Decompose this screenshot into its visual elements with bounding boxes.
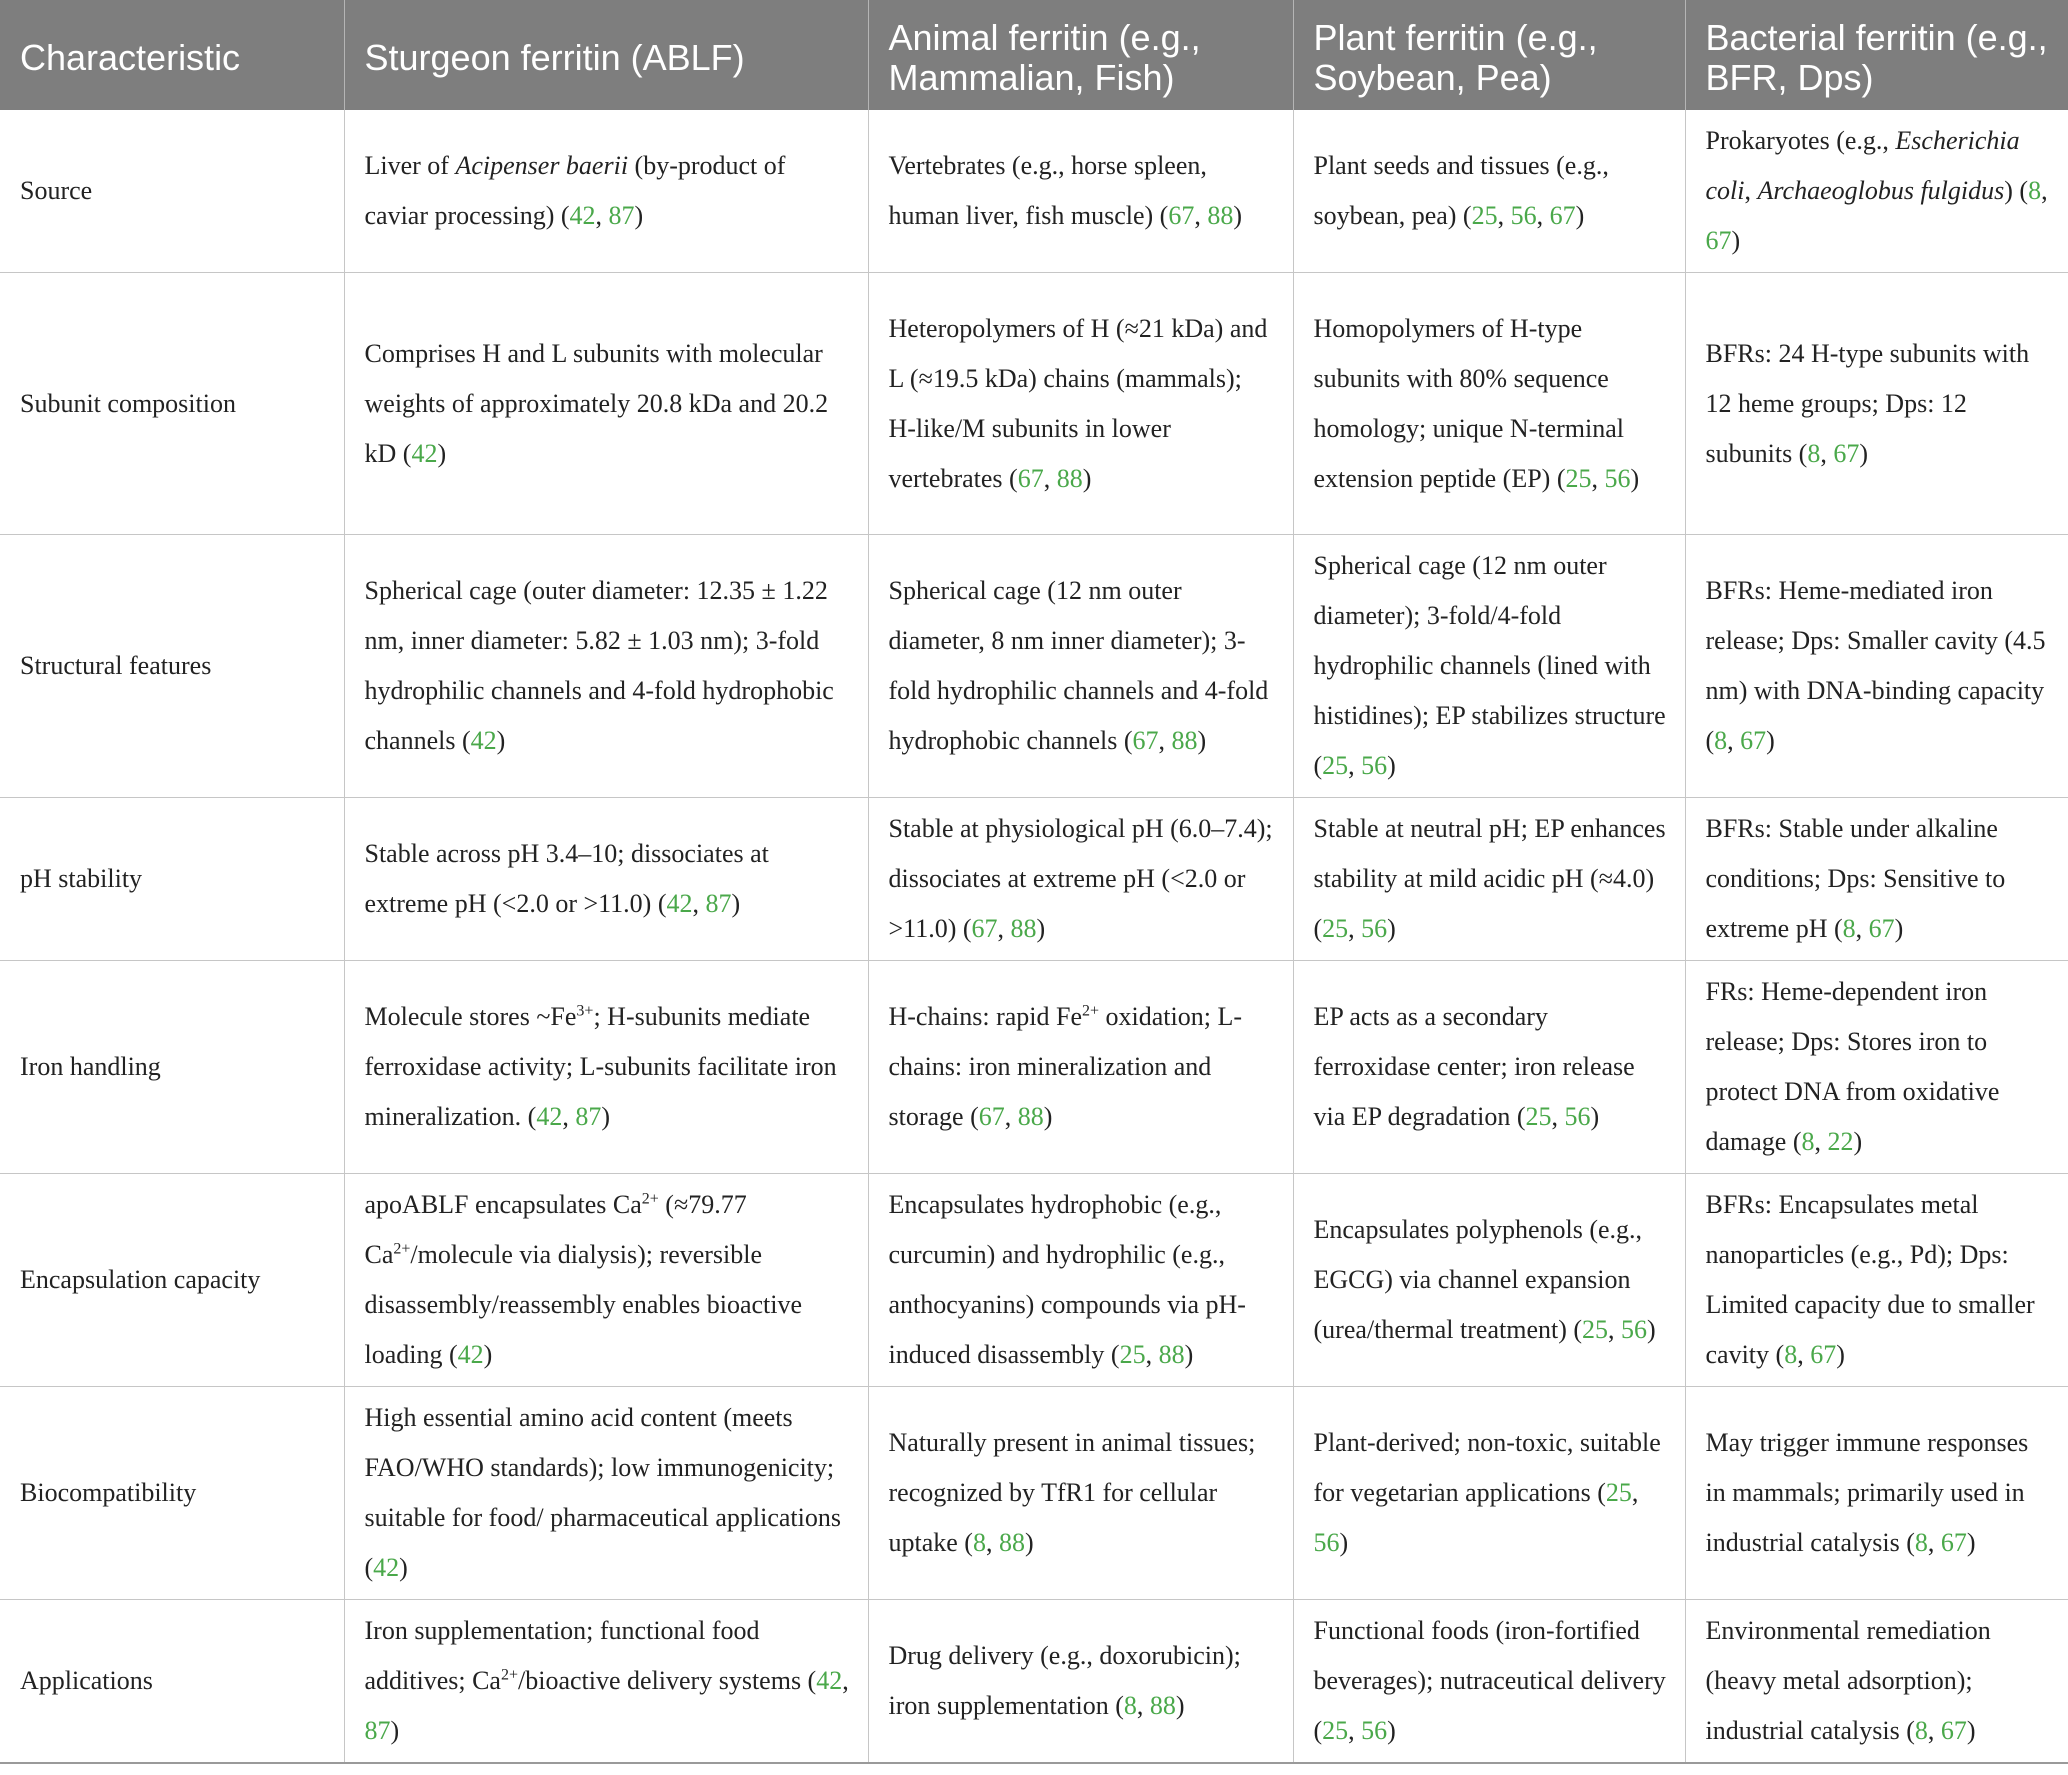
cell-text: , xyxy=(1814,1127,1828,1156)
cell-text: ) xyxy=(1339,1528,1349,1557)
cell-text: , xyxy=(1631,1478,1639,1507)
reference-link[interactable]: 25 xyxy=(1322,914,1349,943)
cell-text: , xyxy=(1551,1102,1565,1131)
cell-text: ) xyxy=(1575,201,1585,230)
table-cell xyxy=(344,1387,868,1600)
cell-text: ) xyxy=(634,201,644,230)
table-cell xyxy=(868,1174,1293,1387)
cell-text: oxidation; L-chains: iron mineralization and storage ( xyxy=(888,1002,1243,1131)
reference-link[interactable]: 25 xyxy=(1471,201,1498,230)
cell-text: ) xyxy=(496,726,506,755)
reference-link[interactable]: 56 xyxy=(1621,1315,1648,1344)
reference-link[interactable]: 67 xyxy=(1549,201,1576,230)
table-cell xyxy=(1685,1174,2068,1387)
row-label: Structural features xyxy=(0,535,344,798)
species-name: Escherichia coli xyxy=(1705,126,2020,205)
reference-link[interactable]: 42 xyxy=(457,1340,484,1369)
cell-text: ) xyxy=(390,1716,400,1745)
reference-link[interactable]: 88 xyxy=(1158,1340,1185,1369)
cell-text: Molecule stores ~Fe xyxy=(364,1002,577,1031)
table-cell xyxy=(344,798,868,961)
cell-text: ) xyxy=(437,438,447,468)
table-cell xyxy=(344,273,868,535)
table-cell xyxy=(1685,961,2068,1174)
cell-text: ) xyxy=(1836,1340,1845,1369)
table-cell xyxy=(1293,1600,1685,1764)
cell-text: ) ( xyxy=(2004,176,2029,205)
reference-link[interactable]: 25 xyxy=(1322,751,1349,780)
cell-text: ; H-subunits mediate ferroxidase activity; L-subunits facilitate iron mineralization. ( xyxy=(364,1002,837,1131)
reference-link[interactable]: 42 xyxy=(470,726,497,755)
row-label: Applications xyxy=(0,1600,344,1764)
cell-text: Stable across pH 3.4–10; dissociates at extreme pH (<2.0 or >11.0) ( xyxy=(364,839,769,918)
table-cell xyxy=(344,535,868,798)
reference-link[interactable]: 42 xyxy=(666,889,693,918)
reference-link[interactable]: 67 xyxy=(971,914,998,943)
cell-text: BFRs: Heme-mediated iron release; Dps: Smaller cavity (4.5 nm) with DNA-binding capacity ( xyxy=(1705,576,2046,755)
reference-link[interactable]: 25 xyxy=(1582,1315,1609,1344)
table-cell xyxy=(1685,798,2068,961)
reference-link[interactable]: 56 xyxy=(1313,1528,1340,1557)
species-name: Acipenser baerii xyxy=(455,151,629,180)
table-cell xyxy=(344,110,868,273)
cell-text: ) xyxy=(1853,1127,1863,1156)
reference-link[interactable]: 67 xyxy=(1940,1716,1967,1745)
cell-text: , xyxy=(1744,176,1758,205)
cell-text: Spherical cage (outer diameter: 12.35 ± 1.22 nm, inner diameter: 5.82 ± 1.03 nm); 3-fold hydrophilic channels and 4-fold hydrophobic channels ( xyxy=(364,576,834,755)
cell-text: Encapsulates polyphenols (e.g., EGCG) via channel expansion (urea/thermal treatment) ( xyxy=(1313,1215,1643,1344)
cell-text: ) xyxy=(399,1553,408,1582)
header-characteristic: Characteristic xyxy=(0,0,344,110)
cell-text: ) xyxy=(1184,1340,1194,1369)
cell-text: Naturally present in animal tissues; recognized by TfR1 for cellular uptake ( xyxy=(888,1428,1256,1557)
cell-text: , xyxy=(842,1666,849,1695)
reference-link[interactable]: 87 xyxy=(705,889,732,918)
cell-text: BFRs: 24 H-type subunits with 12 heme groups; Dps: 12 subunits ( xyxy=(1705,338,2030,468)
cell-text: Spherical cage (12 nm outer diameter, 8 nm inner diameter); 3-fold hydrophilic channels and 4-fold hydrophobic channels ( xyxy=(888,576,1269,755)
cell-text: Encapsulates hydrophobic (e.g., curcumin) and hydrophilic (e.g., anthocyanins) compounds via pH-induced disassembly ( xyxy=(888,1190,1246,1369)
table-cell xyxy=(1293,273,1685,535)
table-cell xyxy=(1685,110,2068,273)
cell-text: , xyxy=(692,889,706,918)
cell-text: , xyxy=(1497,201,1511,230)
table-cell xyxy=(868,961,1293,1174)
row-label: Biocompatibility xyxy=(0,1387,344,1600)
cell-text: Plant-derived; non-toxic, suitable for vegetarian applications ( xyxy=(1313,1428,1661,1507)
table-row xyxy=(0,798,2068,961)
table-row xyxy=(0,535,2068,798)
table-cell xyxy=(1293,535,1685,798)
table-cell xyxy=(868,798,1293,961)
reference-link[interactable]: 8 xyxy=(2028,176,2042,205)
cell-text: High essential amino acid content (meets FAO/WHO standards); low immunogenicity; suitable for food/ pharmaceutical applications ( xyxy=(364,1403,841,1582)
cell-text: Liver of xyxy=(364,151,456,180)
table-cell xyxy=(1293,961,1685,1174)
reference-link[interactable]: 56 xyxy=(1361,914,1388,943)
table-cell xyxy=(868,110,1293,273)
reference-link[interactable]: 8 xyxy=(1914,1528,1928,1557)
species-name: Archaeoglobus fulgidus xyxy=(1757,176,2005,205)
cell-text: , xyxy=(1348,914,1362,943)
cell-text: , xyxy=(997,914,1011,943)
table-cell xyxy=(1293,1174,1685,1387)
reference-link[interactable]: 67 xyxy=(1940,1528,1967,1557)
superscript: 2+ xyxy=(500,1666,519,1684)
reference-link[interactable]: 8 xyxy=(1714,726,1728,755)
reference-link[interactable]: 56 xyxy=(1510,201,1537,230)
reference-link[interactable]: 8 xyxy=(1914,1716,1928,1745)
reference-link[interactable]: 88 xyxy=(1171,726,1198,755)
cell-text: Homopolymers of H-type subunits with 80% sequence homology; unique N-terminal extension peptide (EP) ( xyxy=(1313,313,1625,493)
reference-link[interactable]: 67 xyxy=(1705,226,1732,255)
cell-text: , xyxy=(1348,1716,1362,1745)
cell-text: , xyxy=(1043,463,1057,493)
table-row xyxy=(0,1174,2068,1387)
cell-text: ) xyxy=(1630,463,1640,493)
table-cell xyxy=(1685,535,2068,798)
cell-text: Iron supplementation; functional food additives; Ca xyxy=(364,1616,760,1695)
cell-text: ) xyxy=(1647,1315,1656,1344)
reference-link[interactable]: 56 xyxy=(1564,1102,1591,1131)
table-cell xyxy=(1293,798,1685,961)
table-cell xyxy=(1685,1600,2068,1764)
header-sturgeon-ferritin: Sturgeon ferritin (ABLF) xyxy=(344,0,868,110)
cell-text: , xyxy=(1136,1691,1150,1720)
cell-text: ) xyxy=(1966,1528,1976,1557)
cell-text: , xyxy=(1194,201,1208,230)
table-header-row xyxy=(0,0,2068,110)
cell-text: Comprises H and L subunits with molecular weights of approximately 20.8 kDa and 20.2 kD ( xyxy=(364,338,829,468)
row-label: Iron handling xyxy=(0,961,344,1174)
table-cell xyxy=(868,273,1293,535)
reference-link[interactable]: 8 xyxy=(1784,1340,1798,1369)
table-cell xyxy=(868,1600,1293,1764)
cell-text: Stable at neutral pH; EP enhances stability at mild acidic pH (≈4.0) ( xyxy=(1313,814,1666,943)
cell-text: ) xyxy=(1894,914,1904,943)
reference-link[interactable]: 42 xyxy=(816,1666,843,1695)
cell-text: ) xyxy=(1387,1716,1396,1745)
table-cell xyxy=(344,961,868,1174)
cell-text: Heteropolymers of H (≈21 kDa) and L (≈19.5 kDa) chains (mammals); H-like/M subunits in lower vertebrates ( xyxy=(888,313,1268,493)
cell-text: apoABLF encapsulates Ca xyxy=(364,1190,642,1219)
reference-link[interactable]: 42 xyxy=(569,201,596,230)
cell-text: , xyxy=(1608,1315,1622,1344)
cell-text: ) xyxy=(1024,1528,1034,1557)
reference-link[interactable]: 8 xyxy=(1842,914,1856,943)
cell-text: ) xyxy=(1590,1102,1600,1131)
table-row xyxy=(0,961,2068,1174)
table-cell xyxy=(868,1387,1293,1600)
cell-text: May trigger immune responses in mammals; primarily used in industrial catalysis ( xyxy=(1705,1428,2029,1557)
reference-link[interactable]: 25 xyxy=(1605,1478,1632,1507)
reference-link[interactable]: 67 xyxy=(1833,438,1860,468)
cell-text: ) xyxy=(1175,1691,1185,1720)
table-cell xyxy=(868,535,1293,798)
reference-link[interactable]: 87 xyxy=(364,1716,391,1745)
header-plant-ferritin: Plant ferritin (e.g., Soybean, Pea) xyxy=(1293,0,1685,110)
cell-text: ) xyxy=(1387,914,1396,943)
cell-text: (≈79.77 Ca xyxy=(364,1190,747,1269)
cell-text: , xyxy=(1727,726,1741,755)
row-label: Subunit composition xyxy=(0,273,344,535)
cell-text: BFRs: Stable under alkaline conditions; Dps: Sensitive to extreme pH ( xyxy=(1705,814,2006,943)
reference-link[interactable]: 56 xyxy=(1361,751,1388,780)
cell-text: ) xyxy=(1043,1102,1053,1131)
cell-text: ) xyxy=(1766,726,1775,755)
row-label: Source xyxy=(0,110,344,273)
reference-link[interactable]: 42 xyxy=(373,1553,400,1582)
cell-text: , xyxy=(1591,463,1605,493)
superscript: 2+ xyxy=(641,1190,659,1208)
cell-text: , xyxy=(1927,1716,1941,1745)
reference-link[interactable]: 56 xyxy=(1604,463,1631,493)
cell-text: Functional foods (iron-fortified beverages); nutraceutical delivery ( xyxy=(1313,1616,1666,1745)
table-row xyxy=(0,273,2068,535)
reference-link[interactable]: 88 xyxy=(998,1528,1025,1557)
reference-link[interactable]: 42 xyxy=(411,438,438,468)
cell-text: ) xyxy=(1036,914,1046,943)
reference-link[interactable]: 25 xyxy=(1322,1716,1349,1745)
cell-text: , xyxy=(985,1528,999,1557)
reference-link[interactable]: 88 xyxy=(1056,463,1083,493)
cell-text: , xyxy=(1004,1102,1018,1131)
cell-text: Prokaryotes (e.g., xyxy=(1705,126,1896,155)
reference-link[interactable]: 67 xyxy=(1810,1340,1837,1369)
reference-link[interactable]: 8 xyxy=(1807,438,1821,468)
reference-link[interactable]: 67 xyxy=(1168,201,1195,230)
cell-text: /molecule via dialysis); reversible disassembly/reassembly enables bioactive loading ( xyxy=(364,1240,803,1369)
cell-text: Environmental remediation (heavy metal adsorption); industrial catalysis ( xyxy=(1705,1616,1991,1745)
header-bacterial-ferritin: Bacterial ferritin (e.g., BFR, Dps) xyxy=(1685,0,2068,110)
reference-link[interactable]: 87 xyxy=(608,201,635,230)
cell-text: ) xyxy=(1966,1716,1976,1745)
reference-link[interactable]: 56 xyxy=(1361,1716,1388,1745)
cell-text: , xyxy=(1158,726,1172,755)
cell-text: , xyxy=(562,1102,576,1131)
cell-text: , xyxy=(595,201,609,230)
cell-text: ) xyxy=(1731,226,1741,255)
reference-link[interactable]: 87 xyxy=(575,1102,602,1131)
cell-text: ) xyxy=(1387,751,1396,780)
table-row xyxy=(0,1387,2068,1600)
reference-link[interactable]: 8 xyxy=(972,1528,986,1557)
cell-text: ) xyxy=(601,1102,610,1131)
cell-text: Plant seeds and tissues (e.g., soybean, pea) ( xyxy=(1313,151,1609,230)
reference-link[interactable]: 88 xyxy=(1149,1691,1176,1720)
row-label: Encapsulation capacity xyxy=(0,1174,344,1387)
cell-text: FRs: Heme-dependent iron release; Dps: Stores iron to protect DNA from oxidative damage ( xyxy=(1705,977,2000,1156)
reference-link[interactable]: 67 xyxy=(1132,726,1159,755)
reference-link[interactable]: 22 xyxy=(1827,1127,1854,1156)
superscript: 2+ xyxy=(1082,1002,1100,1020)
cell-text: , xyxy=(1927,1528,1941,1557)
cell-text: BFRs: Encapsulates metal nanoparticles (e.g., Pd); Dps: Limited capacity due to smaller cavity ( xyxy=(1705,1190,2035,1369)
cell-text: ) xyxy=(1233,201,1243,230)
cell-text: , xyxy=(1145,1340,1159,1369)
reference-link[interactable]: 25 xyxy=(1565,463,1592,493)
cell-text: ) xyxy=(1197,726,1207,755)
cell-text: , xyxy=(1820,438,1834,468)
table-cell xyxy=(1293,1387,1685,1600)
table-cell xyxy=(1685,1387,2068,1600)
header-animal-ferritin: Animal ferritin (e.g., Mammalian, Fish) xyxy=(868,0,1293,110)
cell-text: , xyxy=(1855,914,1869,943)
reference-link[interactable]: 67 xyxy=(1868,914,1895,943)
table-row xyxy=(0,1600,2068,1764)
table-row xyxy=(0,110,2068,273)
cell-text: (by-product of caviar processing) ( xyxy=(364,151,786,230)
cell-text: /bioactive delivery systems ( xyxy=(518,1666,817,1695)
cell-text: Spherical cage (12 nm outer diameter); 3-fold/4-fold hydrophilic channels (lined with histidines); EP stabilizes structure ( xyxy=(1313,551,1666,780)
cell-text: EP acts as a secondary ferroxidase center; iron release via EP degradation ( xyxy=(1313,1002,1635,1131)
cell-text: , xyxy=(1797,1340,1811,1369)
reference-link[interactable]: 8 xyxy=(1123,1691,1137,1720)
cell-text: Drug delivery (e.g., doxorubicin); iron supplementation ( xyxy=(888,1641,1241,1720)
superscript: 2+ xyxy=(393,1240,411,1258)
table-cell xyxy=(344,1600,868,1764)
reference-link[interactable]: 67 xyxy=(978,1102,1005,1131)
cell-text: ) xyxy=(1859,438,1869,468)
reference-link[interactable]: 8 xyxy=(1801,1127,1815,1156)
reference-link[interactable]: 88 xyxy=(1207,201,1234,230)
cell-text: H-chains: rapid Fe xyxy=(888,1002,1083,1031)
cell-text: ) xyxy=(1082,463,1092,493)
cell-text: , xyxy=(2041,176,2048,205)
cell-text: , xyxy=(1348,751,1362,780)
cell-text: Vertebrates (e.g., horse spleen, human liver, fish muscle) ( xyxy=(888,151,1207,230)
reference-link[interactable]: 88 xyxy=(1010,914,1037,943)
table-cell xyxy=(1293,110,1685,273)
table-cell xyxy=(344,1174,868,1387)
superscript: 3+ xyxy=(576,1002,594,1020)
reference-link[interactable]: 67 xyxy=(1740,726,1767,755)
row-label: pH stability xyxy=(0,798,344,961)
cell-text: Stable at physiological pH (6.0–7.4); dissociates at extreme pH (<2.0 or >11.0) ( xyxy=(888,814,1273,943)
reference-link[interactable]: 25 xyxy=(1119,1340,1146,1369)
cell-text: ) xyxy=(731,889,741,918)
reference-link[interactable]: 42 xyxy=(536,1102,563,1131)
reference-link[interactable]: 88 xyxy=(1017,1102,1044,1131)
cell-text: , xyxy=(1536,201,1550,230)
table-cell xyxy=(1685,273,2068,535)
reference-link[interactable]: 25 xyxy=(1525,1102,1552,1131)
cell-text: ) xyxy=(483,1340,493,1369)
reference-link[interactable]: 67 xyxy=(1017,463,1044,493)
